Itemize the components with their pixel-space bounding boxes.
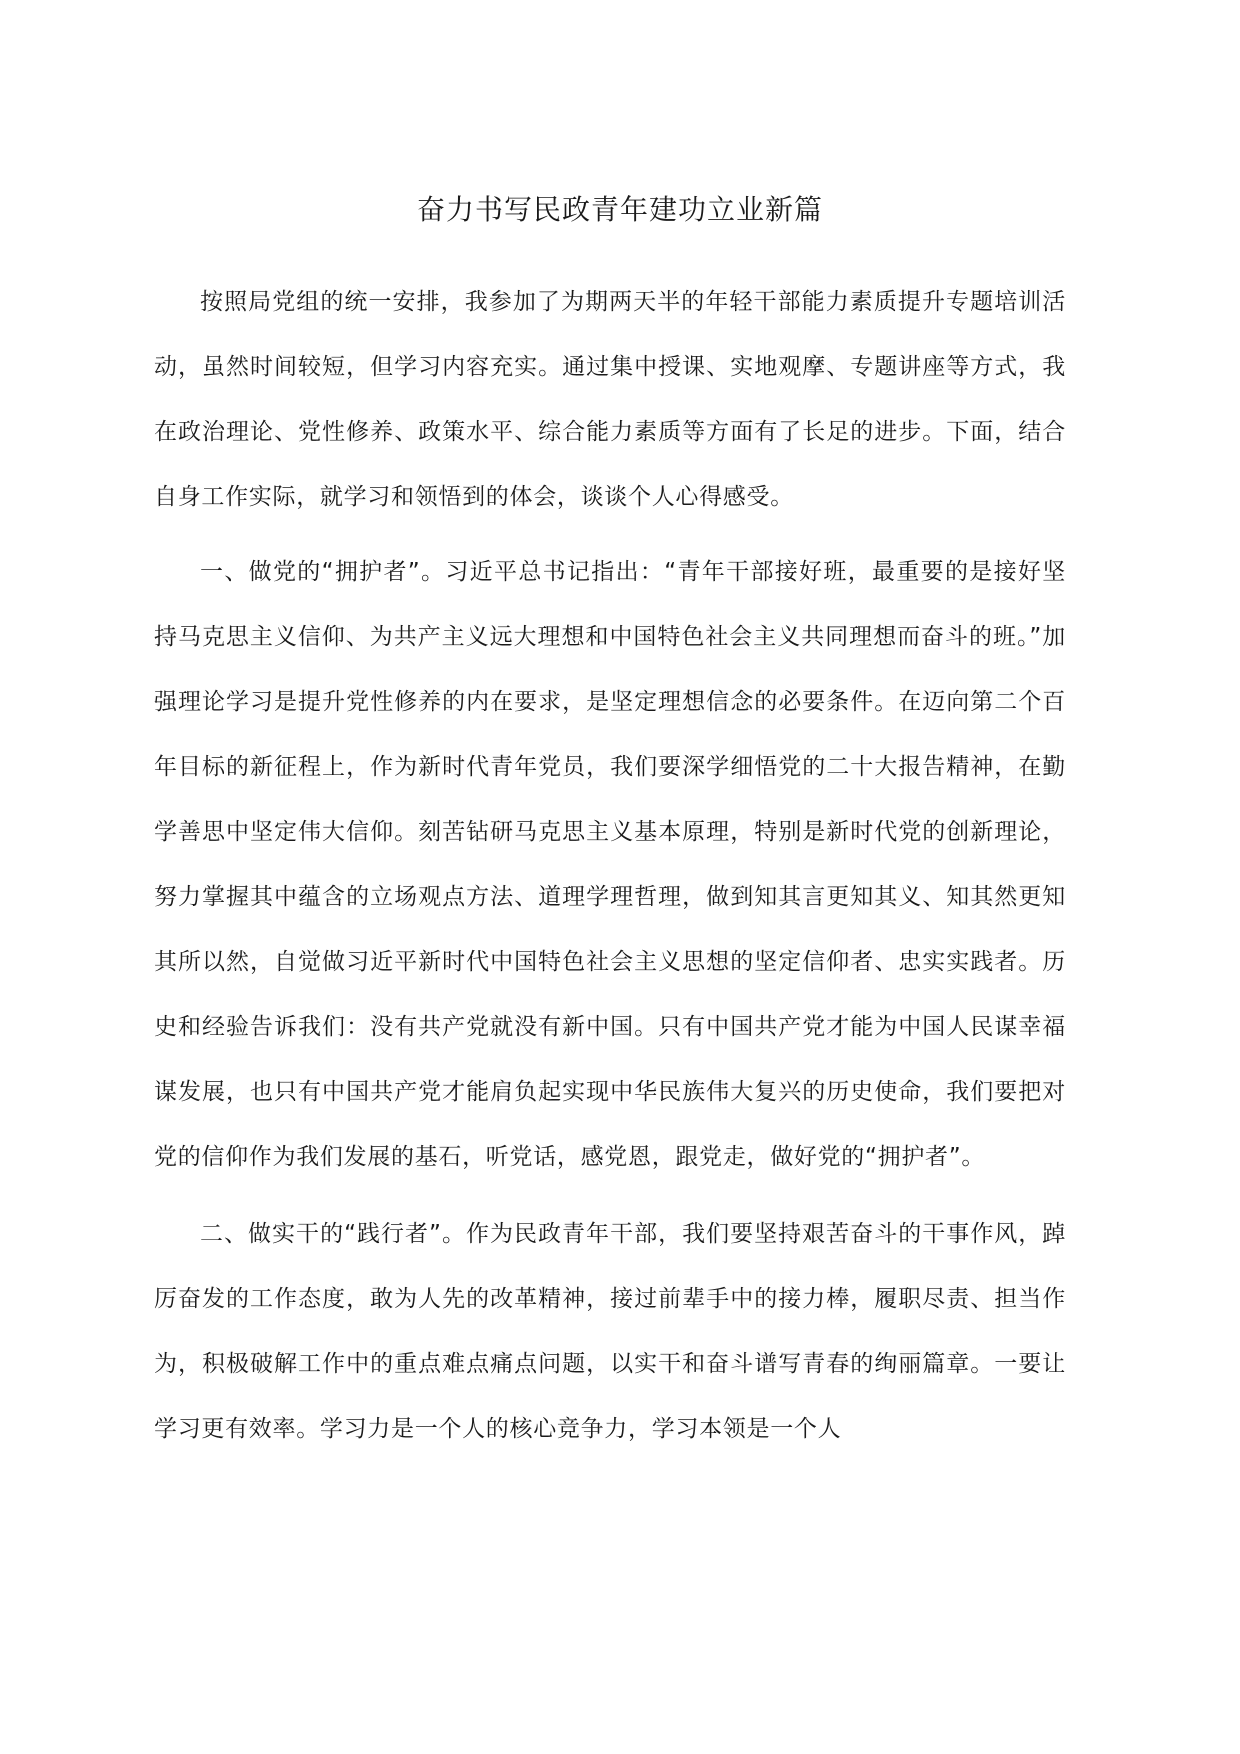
document-body bbox=[154, 270, 1066, 1462]
document-title: 奋力书写民政青年建功立业新篇 bbox=[416, 193, 823, 226]
paragraph-section-two: 二、做实干的“践行者”。作为民政青年干部，我们要坚持艰苦奋斗的干事作风，踔厉奋发的工作态度，敢为人先的改革精神，接过前辈手中的接力棒，履职尽责、担当作为，积极破解工作中的重点难点痛点问题，以实干和奋斗谱写青春的绚丽篇章。一要让学习更有效率。学习力是一个人的核心竞争力，学习本领是一个人 bbox=[154, 1221, 1066, 1442]
paragraph-intro: 按照局党组的统一安排，我参加了为期两天半的年轻干部能力素质提升专题培训活动，虽然时间较短，但学习内容充实。通过集中授课、实地观摩、专题讲座等方式，我在政治理论、党性修养、政策水平、综合能力素质等方面有了长足的进步。下面，结合自身工作实际，就学习和领悟到的体会，谈谈个人心得感受。 bbox=[154, 289, 1066, 510]
paragraph-section-one: 一、做党的“拥护者”。习近平总书记指出：“青年干部接好班，最重要的是接好坚持马克思主义信仰、为共产主义远大理想和中国特色社会主义共同理想而奋斗的班。”加强理论学习是提升党性修养的内在要求，是坚定理想信念的必要条件。在迈向第二个百年目标的新征程上，作为新时代青年党员，我们要深学细悟党的二十大报告精神，在勤学善思中坚定伟大信仰。刻苦钻研马克思主义基本原理，特别是新时代党的创新理论，努力掌握其中蕴含的立场观点方法、道理学理哲理，做到知其言更知其义、知其然更知其所以然，自觉做习近平新时代中国特色社会主义思想的坚定信仰者、忠实实践者。历史和经验告诉我们：没有共产党就没有新中国。只有中国共产党才能为中国人民谋幸福谋发展，也只有中国共产党才能肩负起实现中华民族伟大复兴的历史使命，我们要把对党的信仰作为我们发展的基石，听党话，感党恩，跟党走，做好党的“拥护者”。 bbox=[154, 559, 1066, 1170]
